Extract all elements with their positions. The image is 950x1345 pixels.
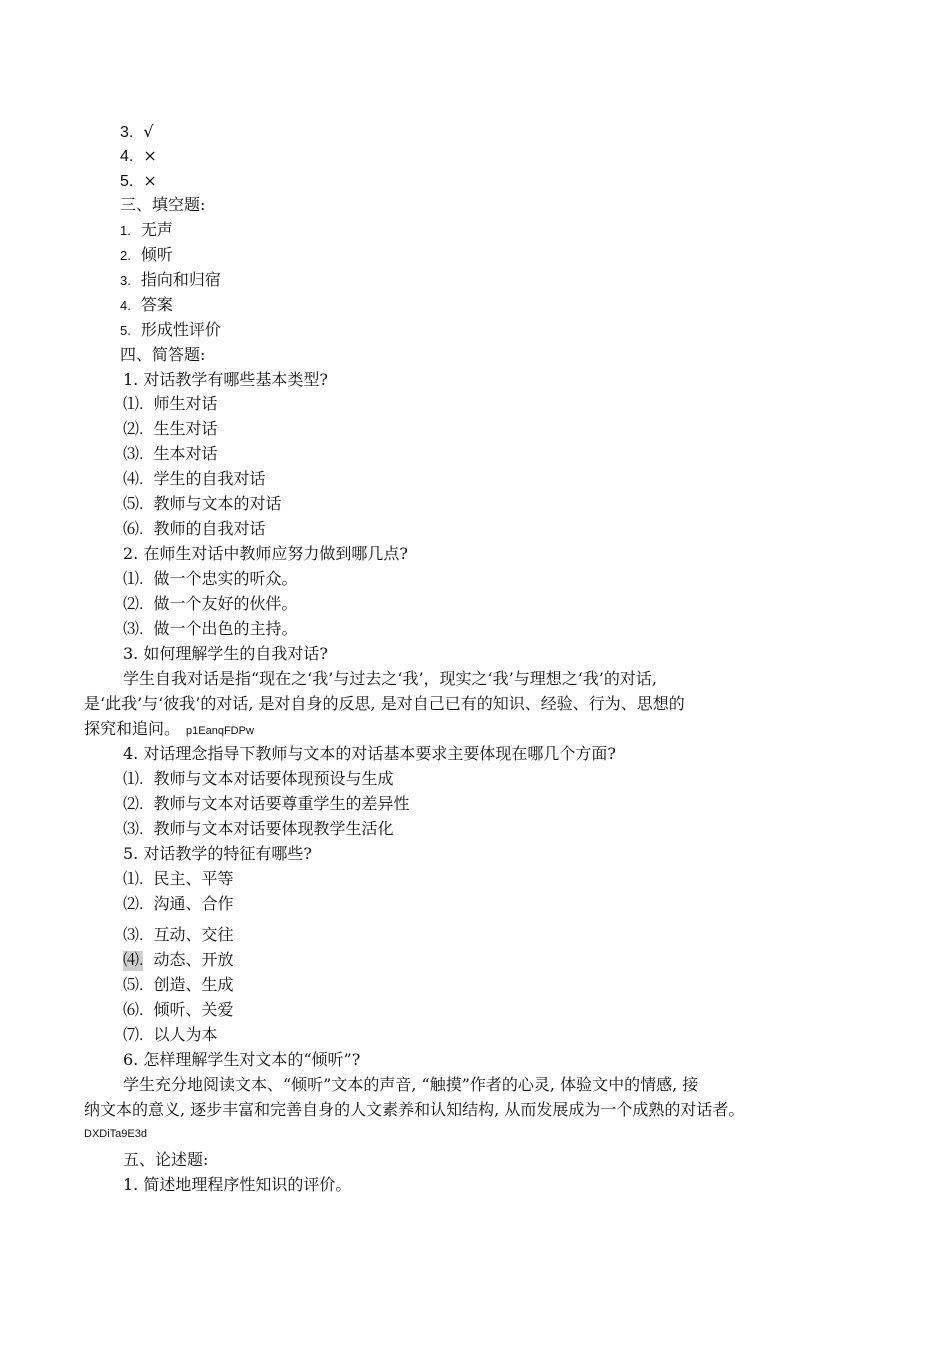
item-number: ⑵. — [123, 896, 144, 913]
answer-item — [123, 569, 297, 590]
item-number: ⑹. — [123, 1002, 144, 1019]
item-number: ⑵. — [123, 421, 144, 438]
item-text: 无声 — [140, 220, 173, 239]
item-text: 教师与文本对话要体现教学生活化 — [153, 819, 394, 838]
item-number: ⑶. — [123, 821, 144, 838]
item-number: ⑵. — [123, 796, 144, 813]
answer-item — [123, 975, 233, 996]
question-title: 6. 怎样理解学生对文本的“倾听”? — [123, 1050, 361, 1069]
item-number: ⑴. — [123, 396, 144, 413]
item-number: ⑴. — [123, 871, 144, 888]
paragraph-line: 纳文本的意义, 逐步丰富和完善自身的人文素养和认知结构, 从而发展成为一个成熟的对话者。 — [84, 1100, 745, 1119]
answer-item — [123, 894, 233, 915]
question-title: 3. 如何理解学生的自我对话? — [123, 644, 328, 663]
fill-item — [120, 245, 173, 266]
item-number: 5. — [120, 323, 131, 338]
item-number: ⑸. — [123, 977, 144, 994]
item-number: 3. — [120, 273, 131, 288]
item-text: 倾听 — [140, 245, 173, 264]
answer-item — [123, 925, 233, 946]
item-number: 2. — [120, 248, 131, 263]
section-heading-short: 四、简答题: — [120, 345, 206, 364]
answer-item — [123, 519, 265, 540]
item-text: 教师与文本对话要尊重学生的差异性 — [153, 794, 410, 813]
item-text: 倾听、关爱 — [153, 1000, 234, 1019]
item-number: 4. — [120, 298, 131, 313]
item-number: ⑸. — [123, 496, 144, 513]
answer-item — [123, 469, 265, 490]
answer-item — [123, 1000, 233, 1021]
item-text: 以人为本 — [153, 1025, 218, 1044]
answer-item — [123, 769, 393, 790]
fill-item — [120, 270, 221, 291]
item-number: ⑷. — [123, 471, 144, 488]
paragraph-line: 学生自我对话是指“现在之‘我’与过去之‘我’，现实之‘我’与理想之‘我’的对话, — [123, 669, 657, 688]
paragraph-line: 是‘此我’与‘彼我’的对话, 是对自身的反思, 是对自己已有的知识、经验、行为、思想的 — [84, 694, 685, 713]
item-text: 动态、开放 — [153, 950, 234, 969]
judge-item — [120, 171, 157, 192]
item-number: ⑺. — [123, 1027, 144, 1044]
answer-item — [123, 950, 233, 971]
item-number: ⑴. — [123, 571, 144, 588]
item-text: 做一个友好的伙伴。 — [153, 594, 298, 613]
item-number: ⑶. — [123, 621, 144, 638]
judge-item — [120, 122, 154, 143]
item-number: ⑴. — [123, 771, 144, 788]
answer-item — [123, 794, 409, 815]
item-number: 3. — [120, 124, 134, 141]
cross-mark: × — [143, 171, 157, 190]
item-number: 1. — [120, 223, 131, 238]
section-heading-essay: 五、论述题: — [123, 1150, 209, 1169]
question-title: 1. 简述地理程序性知识的评价。 — [123, 1175, 352, 1194]
item-text: 做一个出色的主持。 — [153, 619, 298, 638]
fill-item — [120, 220, 173, 241]
answer-item — [123, 594, 297, 615]
item-text: 沟通、合作 — [153, 894, 234, 913]
answer-item — [123, 869, 233, 890]
item-text: 答案 — [140, 295, 173, 314]
section-heading-fill: 三、填空题: — [120, 195, 206, 214]
check-mark: √ — [143, 122, 154, 141]
answer-item — [123, 394, 217, 415]
question-title: 4. 对话理念指导下教师与文本的对话基本要求主要体现在哪几个方面? — [123, 744, 616, 763]
question-title: 1. 对话教学有哪些基本类型? — [123, 370, 328, 389]
item-text: 教师与文本对话要体现预设与生成 — [153, 769, 394, 788]
item-number: ⑹. — [123, 521, 144, 538]
item-number: 4. — [120, 148, 134, 165]
answer-item — [123, 819, 393, 840]
paragraph-line: 学生充分地阅读文本、“倾听”文本的声音, “触摸”作者的心灵, 体验文中的情感, 接 — [123, 1075, 699, 1094]
item-number: ⑶. — [123, 927, 144, 944]
item-text: 做一个忠实的听众。 — [153, 569, 298, 588]
item-text: 学生的自我对话 — [153, 469, 266, 488]
item-number: 5. — [120, 173, 134, 190]
item-number-highlighted: ⑷. — [123, 952, 144, 969]
item-text: 生生对话 — [153, 419, 218, 438]
judge-item — [120, 146, 157, 167]
doc-code: p1EanqFDPw — [186, 725, 254, 737]
item-text: 教师与文本的对话 — [153, 494, 282, 513]
answer-item — [123, 444, 217, 465]
item-text: 指向和归宿 — [140, 270, 221, 289]
answer-item — [123, 419, 217, 440]
item-number: ⑵. — [123, 596, 144, 613]
item-text: 互动、交往 — [153, 925, 234, 944]
cross-mark: × — [143, 146, 157, 165]
answer-item — [123, 494, 281, 515]
question-title: 2. 在师生对话中教师应努力做到哪几点? — [123, 544, 408, 563]
answer-item — [123, 1025, 217, 1046]
item-text: 形成性评价 — [140, 320, 221, 339]
item-text: 生本对话 — [153, 444, 218, 463]
paragraph-text: 探究和追问。 — [84, 719, 181, 738]
item-text: 教师的自我对话 — [153, 519, 266, 538]
doc-code: DXDiTa9E3d — [84, 1128, 147, 1140]
question-title: 5. 对话教学的特征有哪些? — [123, 844, 312, 863]
item-text: 创造、生成 — [153, 975, 234, 994]
paragraph-line — [84, 719, 254, 741]
item-text: 师生对话 — [153, 394, 218, 413]
fill-item — [120, 295, 173, 316]
answer-item — [123, 619, 297, 640]
item-text: 民主、平等 — [153, 869, 234, 888]
fill-item — [120, 320, 221, 341]
item-number: ⑶. — [123, 446, 144, 463]
